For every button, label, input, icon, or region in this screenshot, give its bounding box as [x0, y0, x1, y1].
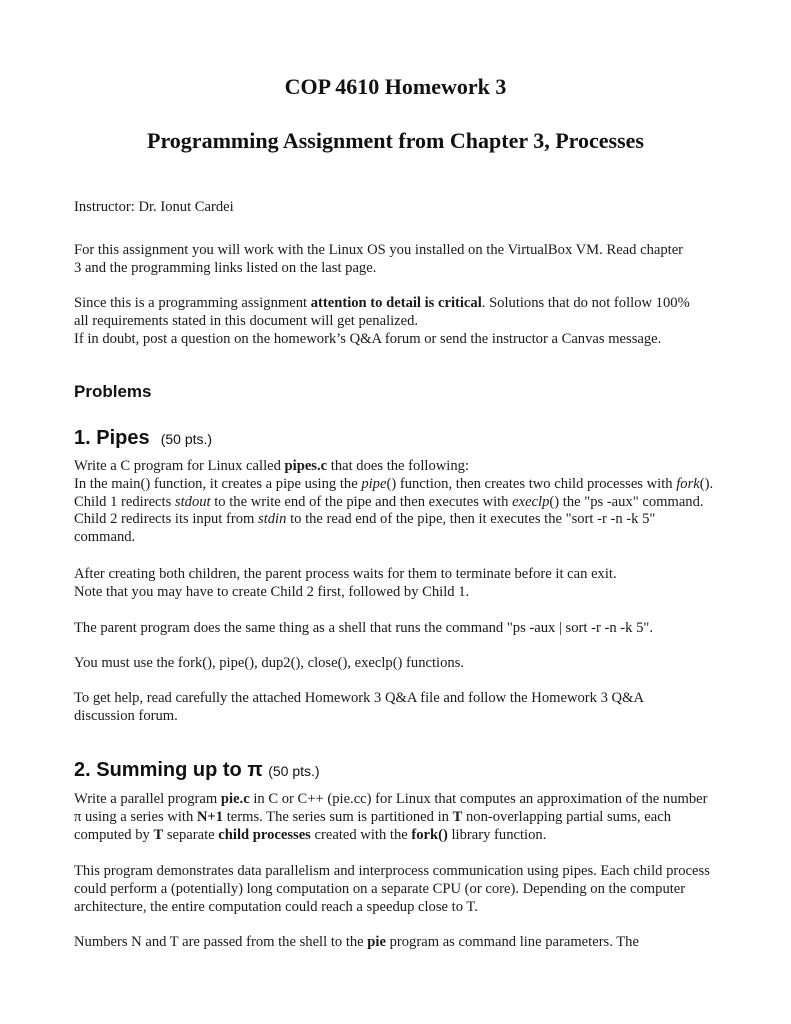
intro-text: . Solutions that do not follow 100% all requirements stated in this document will get penalized. — [74, 295, 690, 329]
p2-text: library function. — [447, 826, 547, 843]
p2-emphasis: pie — [367, 934, 386, 950]
problem1-paragraph-3: The parent program does the same thing as a shell that runs the command "ps -aux | sort -r -n -k 5". — [74, 620, 653, 636]
p1-text: (). Child 1 redirects — [74, 475, 714, 510]
p1-text: that does the following: — [327, 458, 469, 474]
p2-text: separate — [163, 826, 219, 843]
p1-text: After creating both children, the parent process waits for them to terminate before it can exit. — [74, 566, 617, 582]
instructor-line: Instructor: Dr. Ionut Cardei — [74, 199, 234, 215]
p2-emphasis: child processes — [218, 826, 311, 843]
problem1-paragraph-4: You must use the fork(), pipe(), dup2(), close(), execlp() functions. — [74, 655, 465, 671]
p2-emphasis: T — [452, 808, 463, 825]
p1-text: () function, then creates two child processes with — [386, 475, 677, 492]
p2-text: non-overlapping partial sums, each computed by — [74, 808, 672, 843]
problem2-heading — [74, 759, 320, 782]
p2-emphasis: T — [153, 826, 164, 843]
p1-text: Write a C program for Linux called — [74, 458, 285, 474]
problem1-heading — [74, 427, 212, 450]
p1-func: execlp — [512, 493, 550, 510]
document-subtitle: Programming Assignment from Chapter 3, Processes — [147, 128, 644, 153]
problem2-paragraph-3 — [74, 934, 714, 952]
problem1-points: (50 pts.) — [160, 431, 213, 447]
p1-func: fork — [676, 475, 700, 492]
problem1-description — [74, 458, 719, 547]
p2-filename: pie.c — [220, 791, 250, 807]
problem2-title: 2. Summing up to π — [74, 759, 263, 781]
p1-text: to the read end of the pipe, then it executes the "sort -r -n -k 5" command. — [74, 511, 656, 546]
p1-func: stdin — [258, 511, 287, 528]
problem2-points: (50 pts.) — [268, 763, 320, 779]
p1-text: In the main() function, it creates a pipe using the — [74, 475, 362, 492]
document-title: COP 4610 Homework 3 — [284, 74, 507, 99]
p2-emphasis: fork() — [411, 826, 448, 843]
intro-paragraph-2 — [74, 295, 699, 348]
problem1-paragraph-5: To get help, read carefully the attached Homework 3 Q&A file and follow the Homework 3 Q&A discussion forum. — [74, 690, 644, 724]
p2-text: in C or C++ (pie.cc) for Linux that computes an approximation of the number π using a series with — [74, 791, 708, 825]
p2-text: terms. The series sum is partitioned in — [223, 808, 453, 825]
intro-paragraph-1: For this assignment you will work with the Linux OS you installed on the VirtualBox VM. Read chapter 3 and the programming links listed on the last page. — [74, 242, 684, 276]
p2-text: created with the — [310, 826, 412, 843]
p1-text: to the write end of the pipe and then executes with — [210, 493, 513, 510]
problem2-paragraph-2: This program demonstrates data parallelism and interprocess communication using pipes. Each child process could perform a (potentially) long computation on a separate CPU (or core). Depending on the computer architecture, the entire computation could reach a speedup close to T. — [74, 863, 710, 915]
p1-filename: pipes.c — [284, 458, 328, 474]
intro-emphasis: attention to detail is critical — [310, 295, 482, 311]
p2-text: program as command line parameters. The — [385, 934, 639, 950]
p1-text: Note that you may have to create Child 2 first, followed by Child 1. — [74, 583, 470, 600]
p2-text: Write a parallel program — [74, 791, 221, 807]
problem2-paragraph-1 — [74, 791, 714, 844]
p2-text: Numbers N and T are passed from the shell to the — [74, 934, 368, 950]
problem1-paragraph-2 — [74, 566, 724, 602]
intro-text: Since this is a programming assignment — [74, 295, 311, 311]
problem1-title: 1. Pipes — [74, 427, 150, 449]
problems-heading: Problems — [74, 382, 152, 401]
intro-help-line: If in doubt, post a question on the homework’s Q&A forum or send the instructor a Canvas message. — [74, 330, 662, 347]
p2-emphasis: N+1 — [196, 808, 224, 825]
p1-text: () the "ps -aux" command. Child 2 redirects its input from — [74, 493, 704, 528]
p1-func: stdout — [174, 493, 211, 510]
p1-func: pipe — [361, 475, 387, 492]
